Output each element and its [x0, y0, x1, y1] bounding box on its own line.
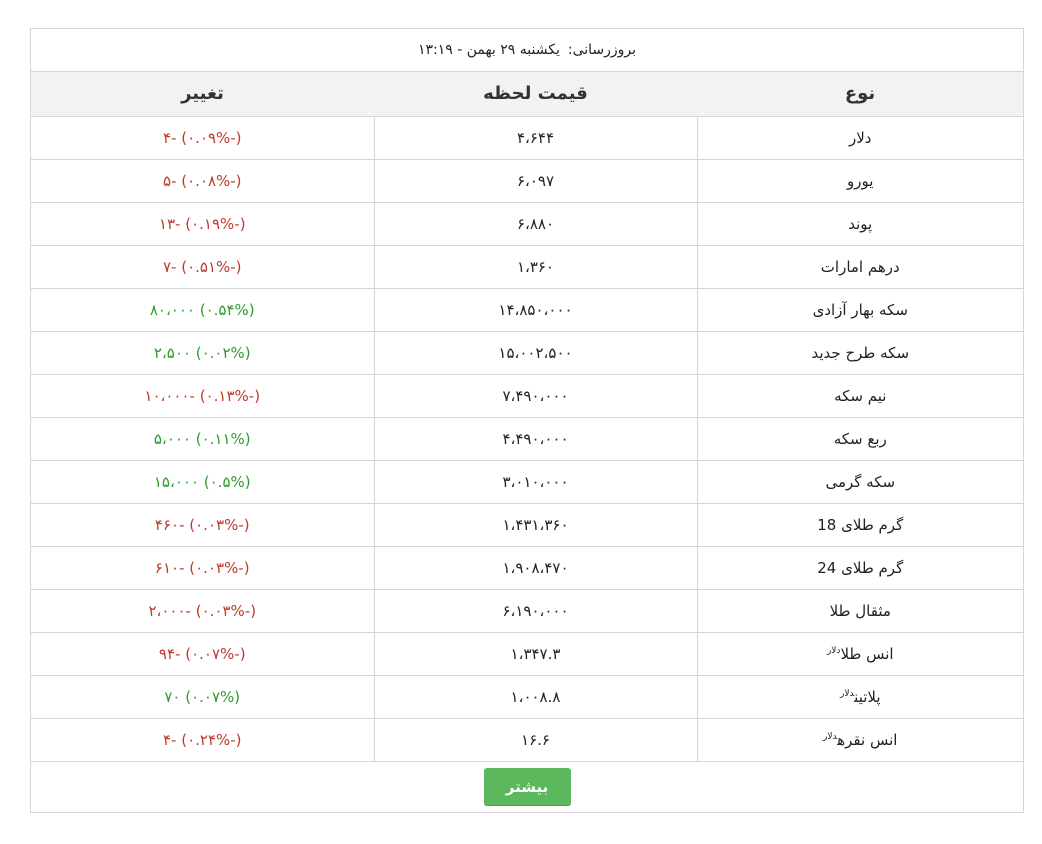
- table-footer: [31, 762, 1023, 812]
- row-change-cell: (-۰.۰۳%) -۶۱۰: [31, 546, 374, 589]
- row-type-label: سکه گرمی: [825, 472, 896, 491]
- row-unit-label: دلار: [823, 731, 838, 742]
- header-price: قیمت لحظه: [374, 72, 697, 116]
- row-change-cell: (-۰.۲۴%) -۴: [31, 718, 374, 761]
- table-row: [31, 675, 1023, 718]
- row-price-cell: ۱۶.۶: [374, 718, 697, 761]
- row-price-cell: ۴،۴۹۰،۰۰۰: [374, 417, 697, 460]
- row-change-cell: (-۰.۰۳%) -۲،۰۰۰: [31, 589, 374, 632]
- row-type-cell: [697, 374, 1023, 417]
- row-type-cell: [697, 632, 1023, 675]
- row-change-cell: (۰.۰۷%) ۷۰: [31, 675, 374, 718]
- row-price-cell: ۱۵،۰۰۲،۵۰۰: [374, 331, 697, 374]
- row-type-label: مثقال طلا: [829, 601, 891, 620]
- table-row: [31, 589, 1023, 632]
- row-price-cell: ۳،۰۱۰،۰۰۰: [374, 460, 697, 503]
- row-price-cell: ۶،۰۹۷: [374, 159, 697, 202]
- row-type-cell: [697, 503, 1023, 546]
- row-price-cell: ۴،۶۴۴: [374, 116, 697, 159]
- row-type-cell: [697, 245, 1023, 288]
- row-type-label: پوند: [848, 214, 873, 233]
- row-change-cell: (-۰.۰۸%) -۵: [31, 159, 374, 202]
- table-row: [31, 159, 1023, 202]
- row-type-label: نیم سکه: [834, 386, 887, 405]
- row-type-label: گرم طلای 18: [817, 515, 904, 534]
- row-type-cell: [697, 718, 1023, 761]
- row-type-cell: [697, 675, 1023, 718]
- row-unit-label: دلار: [839, 688, 855, 699]
- row-type-label: گرم طلای 24: [817, 558, 904, 577]
- table-row: [31, 503, 1023, 546]
- table-row: [31, 331, 1023, 374]
- row-price-cell: ۶،۸۸۰: [374, 202, 697, 245]
- table-row: [31, 202, 1023, 245]
- row-change-cell: (-۰.۰۷%) -۹۴: [31, 632, 374, 675]
- table-row: [31, 245, 1023, 288]
- row-type-cell: [697, 417, 1023, 460]
- row-change-cell: (-۰.۰۳%) -۴۶۰: [31, 503, 374, 546]
- row-type-cell: [697, 202, 1023, 245]
- row-unit-label: دلار: [826, 645, 841, 656]
- price-widget: [30, 28, 1024, 813]
- table-row: [31, 460, 1023, 503]
- row-change-cell: (-۰.۱۹%) -۱۳: [31, 202, 374, 245]
- table-header-row: [31, 72, 1023, 116]
- row-change-cell: (-۰.۰۹%) -۴: [31, 116, 374, 159]
- row-type-label: ربع سکه: [833, 429, 887, 448]
- table-row: [31, 374, 1023, 417]
- row-type-label: یورو: [847, 171, 874, 190]
- row-change-cell: (۰.۰۲%) ۲،۵۰۰: [31, 331, 374, 374]
- price-rows: [31, 116, 1023, 761]
- row-change-cell: (-۰.۱۳%) -۱۰،۰۰۰: [31, 374, 374, 417]
- row-price-cell: ۶،۱۹۰،۰۰۰: [374, 589, 697, 632]
- row-type-label: پلاتین: [854, 687, 881, 706]
- header-change: تغییر: [31, 72, 374, 116]
- row-type-cell: [697, 159, 1023, 202]
- table-row: [31, 718, 1023, 761]
- row-type-cell: [697, 546, 1023, 589]
- row-change-cell: (۰.۵۴%) ۸۰،۰۰۰: [31, 288, 374, 331]
- row-type-cell: [697, 288, 1023, 331]
- row-change-cell: (۰.۱۱%) ۵،۰۰۰: [31, 417, 374, 460]
- row-price-cell: ۱۴،۸۵۰،۰۰۰: [374, 288, 697, 331]
- row-type-label: دلار: [849, 128, 872, 147]
- last-update-label: بروزرسانی:: [567, 42, 637, 58]
- row-type-cell: [697, 589, 1023, 632]
- table-row: [31, 288, 1023, 331]
- row-type-label: انس طلا: [840, 644, 894, 663]
- price-table: [31, 72, 1023, 762]
- row-change-cell: (-۰.۵۱%) -۷: [31, 245, 374, 288]
- last-update-bar: [31, 29, 1023, 72]
- header-type: نوع: [697, 72, 1023, 116]
- table-row: [31, 417, 1023, 460]
- table-row: [31, 116, 1023, 159]
- row-price-cell: ۱،۴۳۱،۳۶۰: [374, 503, 697, 546]
- row-price-cell: ۱،۳۶۰: [374, 245, 697, 288]
- row-type-label: سکه طرح جدید: [811, 343, 910, 362]
- row-type-cell: [697, 116, 1023, 159]
- row-price-cell: ۱،۹۰۸،۴۷۰: [374, 546, 697, 589]
- table-row: [31, 632, 1023, 675]
- row-change-cell: (۰.۵%) ۱۵،۰۰۰: [31, 460, 374, 503]
- row-price-cell: ۱،۳۴۷.۳: [374, 632, 697, 675]
- row-type-label: درهم امارات: [820, 257, 900, 276]
- row-type-cell: [697, 460, 1023, 503]
- more-button[interactable]: بیشتر: [484, 768, 571, 806]
- table-row: [31, 546, 1023, 589]
- row-price-cell: ۷،۴۹۰،۰۰۰: [374, 374, 697, 417]
- row-type-label: سکه بهار آزادی: [812, 300, 908, 319]
- row-type-cell: [697, 331, 1023, 374]
- last-update-datetime: یکشنبه ۲۹ بهمن - ۱۳:۱۹: [417, 42, 560, 58]
- row-price-cell: ۱،۰۰۸.۸: [374, 675, 697, 718]
- row-type-label: انس نقره: [837, 730, 898, 749]
